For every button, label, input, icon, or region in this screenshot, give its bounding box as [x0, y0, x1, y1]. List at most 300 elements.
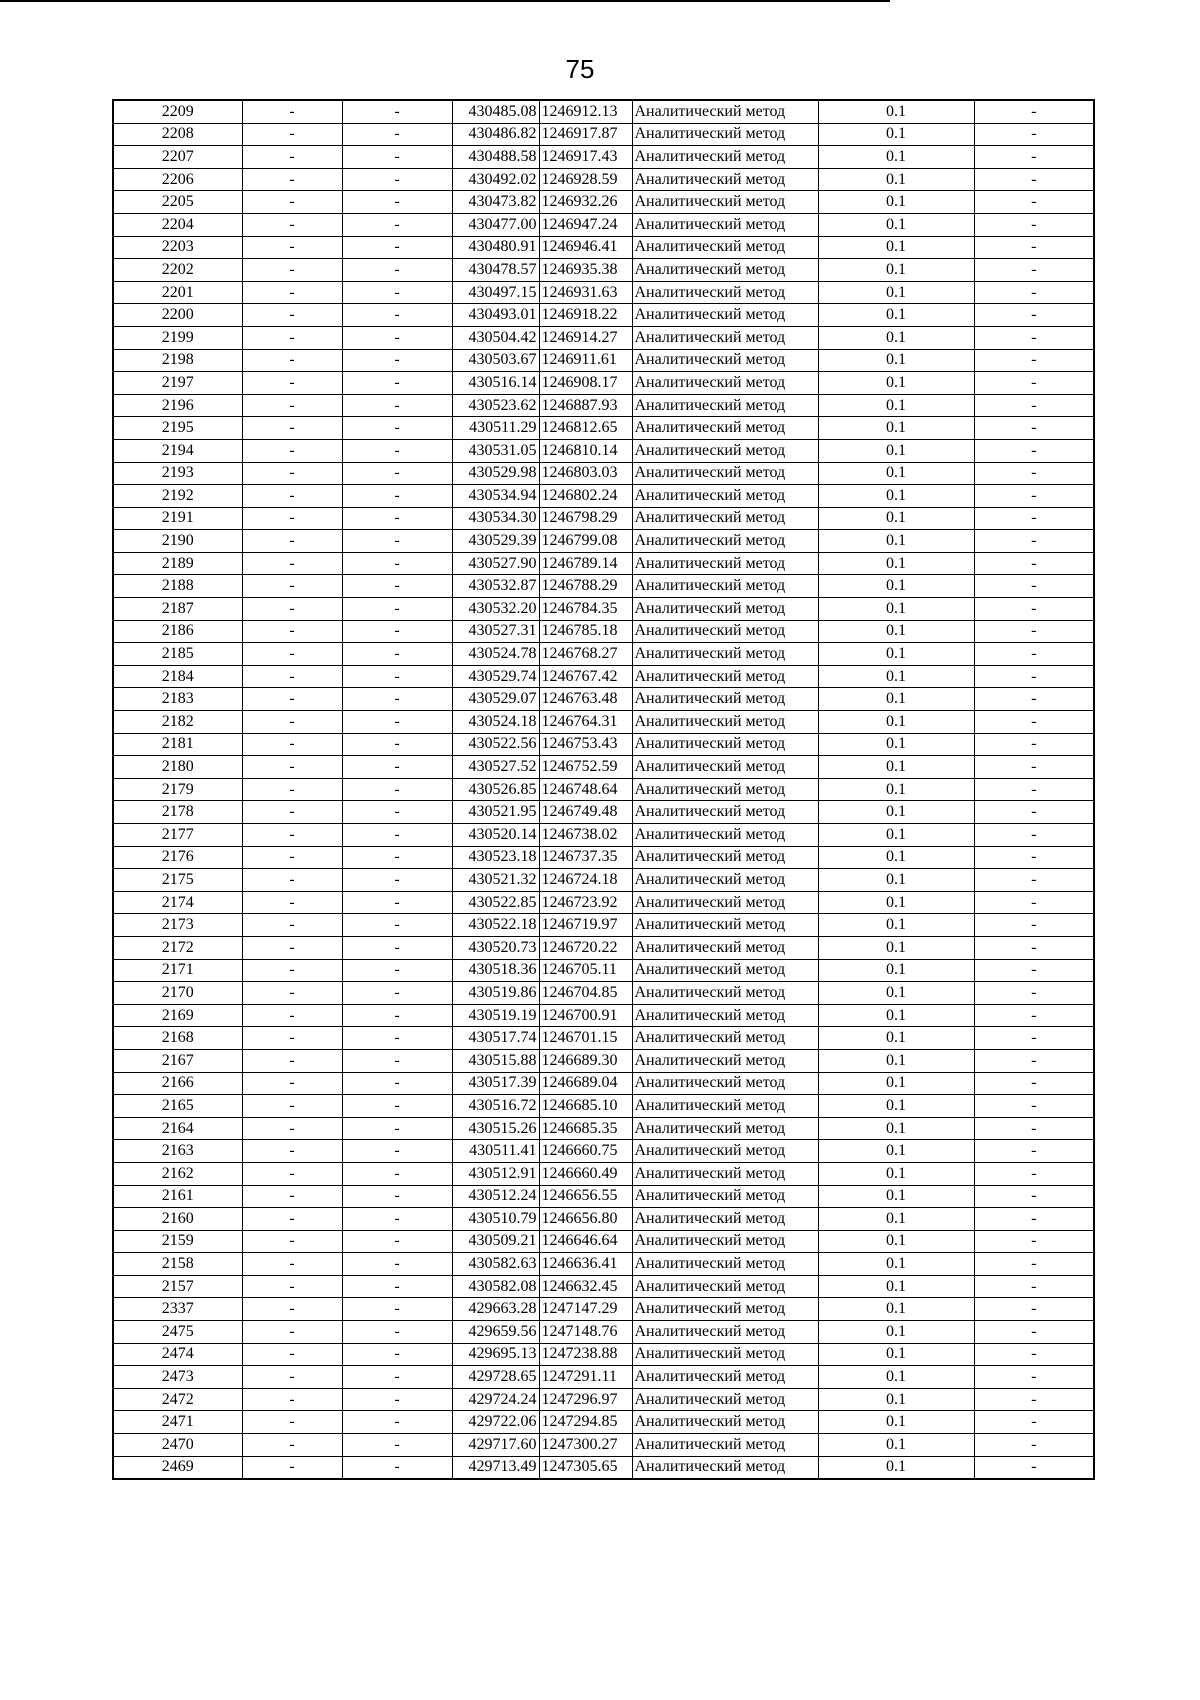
old-y-cell: -	[342, 304, 452, 327]
x-coordinate-cell: 430480.91	[452, 236, 539, 259]
y-coordinate-cell: 1246719.97	[539, 914, 632, 937]
table-body	[113, 100, 1094, 1479]
note-cell: -	[974, 372, 1094, 395]
y-coordinate-cell: 1246685.35	[539, 1117, 632, 1140]
x-coordinate-cell: 430497.15	[452, 281, 539, 304]
old-x-cell: -	[242, 1298, 342, 1321]
old-x-cell: -	[242, 1275, 342, 1298]
point-number-cell: 2167	[113, 1049, 242, 1072]
method-cell: Аналитический метод	[632, 213, 818, 236]
accuracy-cell: 0.1	[818, 439, 974, 462]
accuracy-cell: 0.1	[818, 1140, 974, 1163]
y-coordinate-cell: 1246723.92	[539, 891, 632, 914]
note-cell: -	[974, 801, 1094, 824]
note-cell: -	[974, 507, 1094, 530]
accuracy-cell: 0.1	[818, 507, 974, 530]
y-coordinate-cell: 1246753.43	[539, 733, 632, 756]
old-x-cell: -	[242, 620, 342, 643]
table-row	[113, 281, 1094, 304]
old-y-cell: -	[342, 1072, 452, 1095]
x-coordinate-cell: 430522.85	[452, 891, 539, 914]
x-coordinate-cell: 430511.41	[452, 1140, 539, 1163]
old-y-cell: -	[342, 824, 452, 847]
old-y-cell: -	[342, 756, 452, 779]
method-cell: Аналитический метод	[632, 824, 818, 847]
accuracy-cell: 0.1	[818, 1411, 974, 1434]
x-coordinate-cell: 430519.86	[452, 982, 539, 1005]
table-row	[113, 891, 1094, 914]
top-rule	[0, 0, 890, 2]
y-coordinate-cell: 1246764.31	[539, 711, 632, 734]
x-coordinate-cell: 430582.63	[452, 1253, 539, 1276]
table-row	[113, 1027, 1094, 1050]
old-y-cell: -	[342, 1004, 452, 1027]
point-number-cell: 2472	[113, 1388, 242, 1411]
accuracy-cell: 0.1	[818, 643, 974, 666]
point-number-cell: 2165	[113, 1095, 242, 1118]
accuracy-cell: 0.1	[818, 1366, 974, 1389]
y-coordinate-cell: 1246947.24	[539, 213, 632, 236]
table-row	[113, 1208, 1094, 1231]
point-number-cell: 2168	[113, 1027, 242, 1050]
point-number-cell: 2202	[113, 259, 242, 282]
y-coordinate-cell: 1246768.27	[539, 643, 632, 666]
y-coordinate-cell: 1246724.18	[539, 869, 632, 892]
table-row	[113, 711, 1094, 734]
old-y-cell: -	[342, 1253, 452, 1276]
x-coordinate-cell: 430517.39	[452, 1072, 539, 1095]
method-cell: Аналитический метод	[632, 100, 818, 123]
x-coordinate-cell: 429663.28	[452, 1298, 539, 1321]
note-cell: -	[974, 259, 1094, 282]
old-y-cell: -	[342, 914, 452, 937]
y-coordinate-cell: 1246738.02	[539, 824, 632, 847]
x-coordinate-cell: 430503.67	[452, 349, 539, 372]
accuracy-cell: 0.1	[818, 688, 974, 711]
method-cell: Аналитический метод	[632, 756, 818, 779]
old-y-cell: -	[342, 1343, 452, 1366]
old-y-cell: -	[342, 191, 452, 214]
point-number-cell: 2205	[113, 191, 242, 214]
y-coordinate-cell: 1246935.38	[539, 259, 632, 282]
x-coordinate-cell: 430527.31	[452, 620, 539, 643]
table-row	[113, 1298, 1094, 1321]
accuracy-cell: 0.1	[818, 982, 974, 1005]
note-cell: -	[974, 1411, 1094, 1434]
accuracy-cell: 0.1	[818, 417, 974, 440]
old-y-cell: -	[342, 236, 452, 259]
accuracy-cell: 0.1	[818, 665, 974, 688]
method-cell: Аналитический метод	[632, 304, 818, 327]
x-coordinate-cell: 430520.14	[452, 824, 539, 847]
y-coordinate-cell: 1246660.75	[539, 1140, 632, 1163]
old-x-cell: -	[242, 1321, 342, 1344]
method-cell: Аналитический метод	[632, 1095, 818, 1118]
method-cell: Аналитический метод	[632, 372, 818, 395]
x-coordinate-cell: 430520.73	[452, 936, 539, 959]
method-cell: Аналитический метод	[632, 598, 818, 621]
table-row	[113, 1230, 1094, 1253]
accuracy-cell: 0.1	[818, 1388, 974, 1411]
accuracy-cell: 0.1	[818, 959, 974, 982]
note-cell: -	[974, 643, 1094, 666]
x-coordinate-cell: 430532.20	[452, 598, 539, 621]
table-row	[113, 1434, 1094, 1457]
method-cell: Аналитический метод	[632, 1275, 818, 1298]
note-cell: -	[974, 1004, 1094, 1027]
table-row	[113, 1253, 1094, 1276]
accuracy-cell: 0.1	[818, 1208, 974, 1231]
accuracy-cell: 0.1	[818, 394, 974, 417]
x-coordinate-cell: 430488.58	[452, 146, 539, 169]
old-y-cell: -	[342, 643, 452, 666]
old-y-cell: -	[342, 1095, 452, 1118]
x-coordinate-cell: 430486.82	[452, 123, 539, 146]
x-coordinate-cell: 430532.87	[452, 575, 539, 598]
table-row	[113, 417, 1094, 440]
note-cell: -	[974, 100, 1094, 123]
note-cell: -	[974, 349, 1094, 372]
point-number-cell: 2191	[113, 507, 242, 530]
point-number-cell: 2195	[113, 417, 242, 440]
note-cell: -	[974, 304, 1094, 327]
method-cell: Аналитический метод	[632, 1027, 818, 1050]
old-x-cell: -	[242, 1027, 342, 1050]
y-coordinate-cell: 1246689.30	[539, 1049, 632, 1072]
y-coordinate-cell: 1246917.87	[539, 123, 632, 146]
point-number-cell: 2182	[113, 711, 242, 734]
old-y-cell: -	[342, 869, 452, 892]
table-row	[113, 100, 1094, 123]
note-cell: -	[974, 213, 1094, 236]
note-cell: -	[974, 394, 1094, 417]
x-coordinate-cell: 430529.07	[452, 688, 539, 711]
old-y-cell: -	[342, 1456, 452, 1479]
accuracy-cell: 0.1	[818, 191, 974, 214]
x-coordinate-cell: 430529.39	[452, 530, 539, 553]
y-coordinate-cell: 1247147.29	[539, 1298, 632, 1321]
table-row	[113, 236, 1094, 259]
old-x-cell: -	[242, 259, 342, 282]
old-y-cell: -	[342, 733, 452, 756]
method-cell: Аналитический метод	[632, 349, 818, 372]
method-cell: Аналитический метод	[632, 146, 818, 169]
method-cell: Аналитический метод	[632, 846, 818, 869]
table-row	[113, 733, 1094, 756]
accuracy-cell: 0.1	[818, 1321, 974, 1344]
point-number-cell: 2163	[113, 1140, 242, 1163]
point-number-cell: 2471	[113, 1411, 242, 1434]
accuracy-cell: 0.1	[818, 1117, 974, 1140]
note-cell: -	[974, 1162, 1094, 1185]
method-cell: Аналитический метод	[632, 1208, 818, 1231]
y-coordinate-cell: 1246785.18	[539, 620, 632, 643]
note-cell: -	[974, 620, 1094, 643]
table-row	[113, 1117, 1094, 1140]
note-cell: -	[974, 1388, 1094, 1411]
old-y-cell: -	[342, 1298, 452, 1321]
old-y-cell: -	[342, 168, 452, 191]
x-coordinate-cell: 430473.82	[452, 191, 539, 214]
point-number-cell: 2187	[113, 598, 242, 621]
old-y-cell: -	[342, 507, 452, 530]
x-coordinate-cell: 430529.74	[452, 665, 539, 688]
y-coordinate-cell: 1246887.93	[539, 394, 632, 417]
table-row	[113, 123, 1094, 146]
method-cell: Аналитический метод	[632, 1253, 818, 1276]
point-number-cell: 2162	[113, 1162, 242, 1185]
old-y-cell: -	[342, 688, 452, 711]
point-number-cell: 2176	[113, 846, 242, 869]
x-coordinate-cell: 430519.19	[452, 1004, 539, 1027]
old-x-cell: -	[242, 1185, 342, 1208]
point-number-cell: 2197	[113, 372, 242, 395]
note-cell: -	[974, 1230, 1094, 1253]
old-x-cell: -	[242, 665, 342, 688]
x-coordinate-cell: 430527.52	[452, 756, 539, 779]
accuracy-cell: 0.1	[818, 1072, 974, 1095]
x-coordinate-cell: 430517.74	[452, 1027, 539, 1050]
table-row	[113, 1456, 1094, 1479]
table-row	[113, 372, 1094, 395]
old-x-cell: -	[242, 1366, 342, 1389]
old-x-cell: -	[242, 643, 342, 666]
y-coordinate-cell: 1246918.22	[539, 304, 632, 327]
y-coordinate-cell: 1246656.80	[539, 1208, 632, 1231]
note-cell: -	[974, 1027, 1094, 1050]
accuracy-cell: 0.1	[818, 778, 974, 801]
old-y-cell: -	[342, 372, 452, 395]
table-row	[113, 1095, 1094, 1118]
point-number-cell: 2175	[113, 869, 242, 892]
x-coordinate-cell: 430516.14	[452, 372, 539, 395]
table-row	[113, 1162, 1094, 1185]
y-coordinate-cell: 1246636.41	[539, 1253, 632, 1276]
old-x-cell: -	[242, 1049, 342, 1072]
y-coordinate-cell: 1246914.27	[539, 326, 632, 349]
old-y-cell: -	[342, 259, 452, 282]
accuracy-cell: 0.1	[818, 530, 974, 553]
old-y-cell: -	[342, 530, 452, 553]
note-cell: -	[974, 598, 1094, 621]
point-number-cell: 2204	[113, 213, 242, 236]
note-cell: -	[974, 959, 1094, 982]
accuracy-cell: 0.1	[818, 236, 974, 259]
old-x-cell: -	[242, 1411, 342, 1434]
old-y-cell: -	[342, 1366, 452, 1389]
point-number-cell: 2180	[113, 756, 242, 779]
note-cell: -	[974, 914, 1094, 937]
accuracy-cell: 0.1	[818, 1162, 974, 1185]
method-cell: Аналитический метод	[632, 462, 818, 485]
y-coordinate-cell: 1247300.27	[539, 1434, 632, 1457]
old-x-cell: -	[242, 936, 342, 959]
old-y-cell: -	[342, 552, 452, 575]
note-cell: -	[974, 891, 1094, 914]
accuracy-cell: 0.1	[818, 891, 974, 914]
accuracy-cell: 0.1	[818, 552, 974, 575]
y-coordinate-cell: 1246912.13	[539, 100, 632, 123]
x-coordinate-cell: 430521.32	[452, 869, 539, 892]
y-coordinate-cell: 1246931.63	[539, 281, 632, 304]
accuracy-cell: 0.1	[818, 146, 974, 169]
old-y-cell: -	[342, 394, 452, 417]
note-cell: -	[974, 236, 1094, 259]
note-cell: -	[974, 1095, 1094, 1118]
accuracy-cell: 0.1	[818, 1185, 974, 1208]
method-cell: Аналитический метод	[632, 575, 818, 598]
accuracy-cell: 0.1	[818, 869, 974, 892]
point-number-cell: 2158	[113, 1253, 242, 1276]
old-x-cell: -	[242, 1117, 342, 1140]
y-coordinate-cell: 1246701.15	[539, 1027, 632, 1050]
x-coordinate-cell: 429713.49	[452, 1456, 539, 1479]
old-x-cell: -	[242, 1072, 342, 1095]
point-number-cell: 2200	[113, 304, 242, 327]
method-cell: Аналитический метод	[632, 711, 818, 734]
old-x-cell: -	[242, 1434, 342, 1457]
accuracy-cell: 0.1	[818, 1253, 974, 1276]
x-coordinate-cell: 430522.18	[452, 914, 539, 937]
point-number-cell: 2183	[113, 688, 242, 711]
old-x-cell: -	[242, 462, 342, 485]
old-y-cell: -	[342, 462, 452, 485]
old-x-cell: -	[242, 1004, 342, 1027]
point-number-cell: 2470	[113, 1434, 242, 1457]
y-coordinate-cell: 1246788.29	[539, 575, 632, 598]
y-coordinate-cell: 1246799.08	[539, 530, 632, 553]
old-x-cell: -	[242, 191, 342, 214]
point-number-cell: 2189	[113, 552, 242, 575]
x-coordinate-cell: 430523.18	[452, 846, 539, 869]
table-row	[113, 643, 1094, 666]
old-y-cell: -	[342, 326, 452, 349]
accuracy-cell: 0.1	[818, 462, 974, 485]
old-y-cell: -	[342, 1388, 452, 1411]
method-cell: Аналитический метод	[632, 123, 818, 146]
note-cell: -	[974, 1275, 1094, 1298]
method-cell: Аналитический метод	[632, 326, 818, 349]
old-y-cell: -	[342, 1117, 452, 1140]
point-number-cell: 2192	[113, 485, 242, 508]
accuracy-cell: 0.1	[818, 259, 974, 282]
note-cell: -	[974, 1140, 1094, 1163]
point-number-cell: 2206	[113, 168, 242, 191]
table-row	[113, 1072, 1094, 1095]
table-row	[113, 846, 1094, 869]
old-y-cell: -	[342, 1434, 452, 1457]
point-number-cell: 2170	[113, 982, 242, 1005]
x-coordinate-cell: 430518.36	[452, 959, 539, 982]
accuracy-cell: 0.1	[818, 304, 974, 327]
note-cell: -	[974, 665, 1094, 688]
old-y-cell: -	[342, 575, 452, 598]
method-cell: Аналитический метод	[632, 1388, 818, 1411]
table-row	[113, 801, 1094, 824]
x-coordinate-cell: 430582.08	[452, 1275, 539, 1298]
table-row	[113, 439, 1094, 462]
point-number-cell: 2193	[113, 462, 242, 485]
note-cell: -	[974, 1049, 1094, 1072]
method-cell: Аналитический метод	[632, 665, 818, 688]
x-coordinate-cell: 430527.90	[452, 552, 539, 575]
old-x-cell: -	[242, 598, 342, 621]
y-coordinate-cell: 1246752.59	[539, 756, 632, 779]
old-y-cell: -	[342, 1411, 452, 1434]
method-cell: Аналитический метод	[632, 643, 818, 666]
table-row	[113, 1140, 1094, 1163]
note-cell: -	[974, 191, 1094, 214]
table-row	[113, 982, 1094, 1005]
note-cell: -	[974, 326, 1094, 349]
old-x-cell: -	[242, 711, 342, 734]
point-number-cell: 2201	[113, 281, 242, 304]
method-cell: Аналитический метод	[632, 417, 818, 440]
y-coordinate-cell: 1246700.91	[539, 1004, 632, 1027]
accuracy-cell: 0.1	[818, 1343, 974, 1366]
old-x-cell: -	[242, 1162, 342, 1185]
note-cell: -	[974, 936, 1094, 959]
old-x-cell: -	[242, 530, 342, 553]
note-cell: -	[974, 1253, 1094, 1276]
x-coordinate-cell: 429717.60	[452, 1434, 539, 1457]
point-number-cell: 2161	[113, 1185, 242, 1208]
x-coordinate-cell: 430534.94	[452, 485, 539, 508]
accuracy-cell: 0.1	[818, 575, 974, 598]
y-coordinate-cell: 1246798.29	[539, 507, 632, 530]
method-cell: Аналитический метод	[632, 914, 818, 937]
table-row	[113, 259, 1094, 282]
point-number-cell: 2166	[113, 1072, 242, 1095]
old-y-cell: -	[342, 778, 452, 801]
old-x-cell: -	[242, 733, 342, 756]
old-y-cell: -	[342, 846, 452, 869]
table-row	[113, 168, 1094, 191]
accuracy-cell: 0.1	[818, 711, 974, 734]
page-number: 75	[565, 54, 595, 84]
x-coordinate-cell: 430526.85	[452, 778, 539, 801]
note-cell: -	[974, 778, 1094, 801]
old-y-cell: -	[342, 936, 452, 959]
method-cell: Аналитический метод	[632, 1456, 818, 1479]
method-cell: Аналитический метод	[632, 1185, 818, 1208]
method-cell: Аналитический метод	[632, 1072, 818, 1095]
method-cell: Аналитический метод	[632, 1049, 818, 1072]
point-number-cell: 2186	[113, 620, 242, 643]
point-number-cell: 2194	[113, 439, 242, 462]
y-coordinate-cell: 1246737.35	[539, 846, 632, 869]
table-row	[113, 552, 1094, 575]
method-cell: Аналитический метод	[632, 530, 818, 553]
note-cell: -	[974, 1343, 1094, 1366]
table-row	[113, 213, 1094, 236]
x-coordinate-cell: 430516.72	[452, 1095, 539, 1118]
old-x-cell: -	[242, 326, 342, 349]
method-cell: Аналитический метод	[632, 394, 818, 417]
old-x-cell: -	[242, 846, 342, 869]
x-coordinate-cell: 430529.98	[452, 462, 539, 485]
table-row	[113, 1321, 1094, 1344]
method-cell: Аналитический метод	[632, 259, 818, 282]
x-coordinate-cell: 430524.78	[452, 643, 539, 666]
old-x-cell: -	[242, 801, 342, 824]
table-row	[113, 665, 1094, 688]
table-row	[113, 869, 1094, 892]
method-cell: Аналитический метод	[632, 1366, 818, 1389]
note-cell: -	[974, 688, 1094, 711]
old-x-cell: -	[242, 688, 342, 711]
method-cell: Аналитический метод	[632, 1117, 818, 1140]
